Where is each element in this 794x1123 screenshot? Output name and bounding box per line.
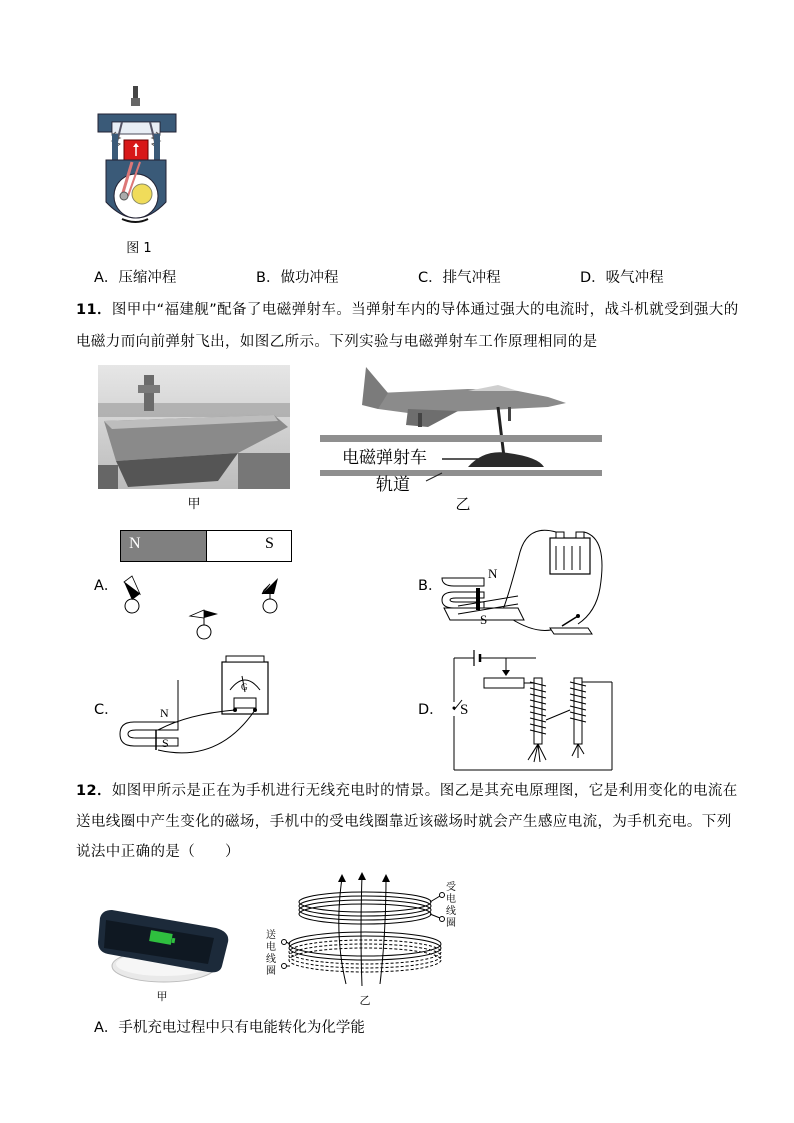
magnet-n-label: N	[129, 535, 141, 552]
phone-charging-photo	[96, 904, 236, 986]
option-text: 排气冲程	[442, 270, 501, 286]
pole-s-label: S	[480, 612, 488, 627]
label-char: 电	[446, 894, 456, 905]
pole-n-label: N	[488, 566, 498, 581]
figure-jia-label: 甲	[156, 990, 168, 1003]
q12-question	[76, 776, 746, 868]
label-char: 受	[446, 882, 456, 893]
question-text: 图甲中“福建舰”配备了电磁弹射车。当弹射车内的导体通过强大的电流时，战斗机就受到强大的电磁力而向前弹射飞出，如图乙所示。下列实验与电磁弹射车工作原理相同的是	[76, 302, 739, 350]
option-letter: A．	[94, 270, 119, 286]
electromagnet-circuit-diagram	[448, 650, 618, 774]
option-text: 吸气冲程	[605, 270, 664, 286]
q11-option-b-figure	[438, 528, 608, 640]
galvanometer-label: G	[241, 682, 248, 692]
pole-n-label: N	[160, 706, 169, 720]
option-text: 手机充电过程中只有电能转化为化学能	[118, 1020, 365, 1036]
q11-figure-yi	[318, 365, 608, 515]
label-char: 圈	[266, 966, 276, 977]
label-char: 线	[446, 906, 456, 917]
q11-option-c-figure	[118, 654, 290, 764]
pole-s-label: S	[162, 736, 169, 750]
engine-diagram	[92, 84, 182, 234]
label-char: 线	[266, 954, 276, 965]
q11-option-c-letter[interactable]: C．	[94, 702, 119, 718]
q11-question	[76, 294, 746, 358]
motor-circuit-diagram	[438, 528, 608, 640]
q12-option-a[interactable]	[94, 1018, 365, 1038]
induction-galvanometer-diagram	[118, 654, 290, 764]
question-number: 12．	[76, 783, 112, 799]
catapult-label: 电磁弹射车	[342, 448, 427, 468]
q11-option-a-letter[interactable]: A．	[94, 578, 119, 594]
sending-coil-label	[266, 930, 278, 978]
jet-catapult-diagram	[318, 365, 608, 489]
q11-option-a-figure	[118, 530, 294, 640]
q10-option-d[interactable]	[580, 268, 664, 288]
carrier-photo	[98, 365, 290, 489]
label-char: 圈	[446, 918, 456, 929]
q10-option-b[interactable]	[256, 268, 338, 288]
figure-1-engine	[92, 84, 182, 254]
q11-option-b-letter[interactable]: B．	[418, 578, 443, 594]
figure-jia-label: 甲	[187, 497, 201, 512]
label-char: 送	[266, 930, 276, 941]
option-text: 做功冲程	[280, 270, 339, 286]
q12-figure-jia	[96, 904, 236, 1004]
switch-label: S	[460, 702, 469, 718]
label-char: 电	[266, 942, 276, 953]
receiving-coil-label	[446, 882, 458, 930]
q10-option-c[interactable]	[418, 268, 501, 288]
option-letter: D．	[580, 270, 606, 286]
question-text: 如图甲所示是正在为手机进行无线充电时的情景。图乙是其充电原理图，它是利用变化的电流在送电线圈中产生变化的磁场，手机中的受电线圈靠近该磁场时就会产生感应电流，为手机充电。下列说法中正确的是（ ）	[76, 783, 738, 860]
q12-figure-yi	[262, 874, 482, 1014]
q11-option-d-letter[interactable]: D．	[418, 702, 444, 718]
q11-figure-jia	[98, 365, 290, 515]
track-label: 轨道	[376, 475, 410, 495]
figure-yi-label: 乙	[455, 495, 471, 513]
q11-option-d-figure	[448, 650, 618, 774]
option-letter: C．	[418, 270, 443, 286]
question-number: 11．	[76, 302, 112, 318]
figure-1-caption: 图 1	[126, 241, 152, 256]
compass-needles	[118, 530, 294, 640]
figure-yi-label: 乙	[359, 994, 371, 1007]
option-text: 压缩冲程	[118, 270, 177, 286]
magnet-s-label: S	[265, 535, 274, 552]
option-letter: A．	[94, 1020, 119, 1036]
option-letter: B．	[256, 270, 281, 286]
q10-option-a[interactable]	[94, 268, 176, 288]
